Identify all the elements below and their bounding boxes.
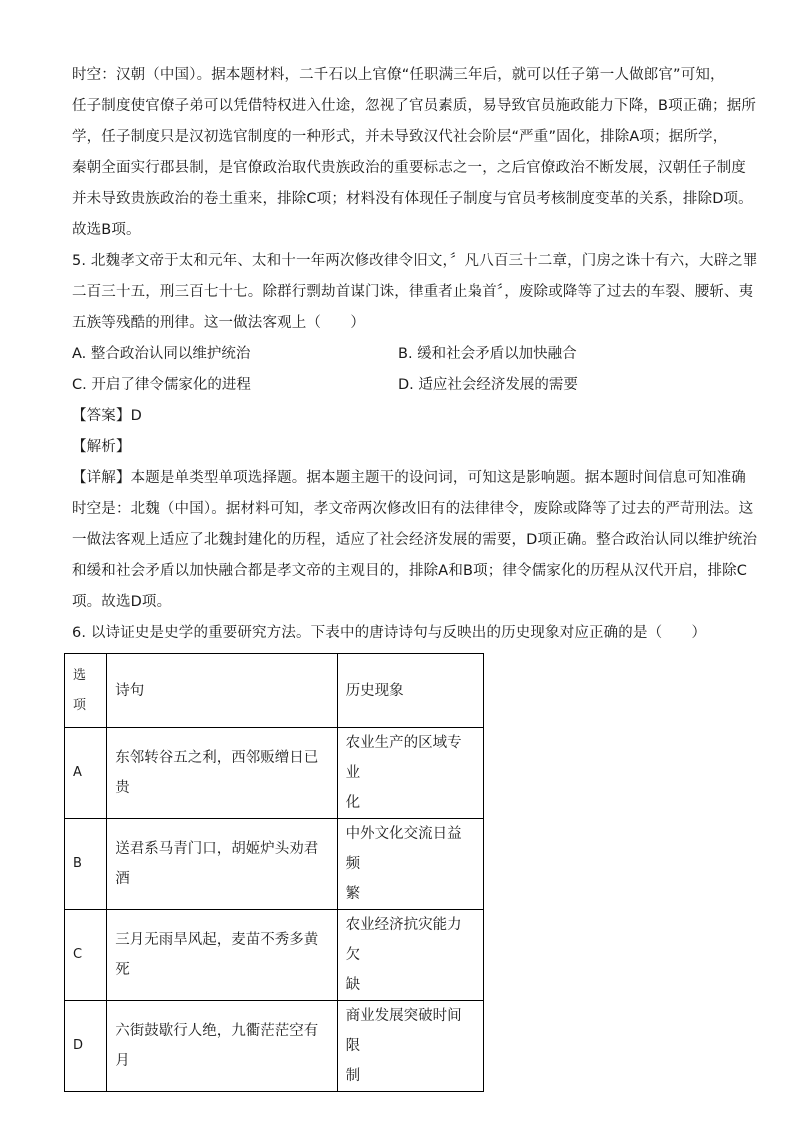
detail-line: 项。故选D项。 — [72, 594, 172, 610]
explanation-line: 学，任子制度只是汉初选官制度的一种形式，并未导致汉代社会阶层“严重”固化，排除A项；据所学， — [72, 129, 728, 145]
row-poem: 送君系马青门口，胡姬炉头劝君酒 — [107, 819, 337, 910]
table-row — [65, 728, 484, 819]
question-5-stem: 五族等残酷的刑律。这一做法客观上（ ） — [72, 315, 365, 331]
option-a: A. 整合政治认同以维护统治 — [72, 346, 251, 362]
row-phenomenon: 农业经济抗灾能力欠 缺 — [337, 910, 483, 1001]
table-row — [65, 819, 484, 910]
document-page — [72, 60, 758, 649]
option-c: C. 开启了律令儒家化的进程 — [72, 377, 251, 393]
detail-line: 时空是：北魏（中国）。据材料可知，孝文帝两次修改旧有的法律律令，废除或降等了过去的严苛刑法。这 — [72, 501, 754, 517]
row-poem: 三月无雨旱风起，麦苗不秀多黄死 — [107, 910, 337, 1001]
header-poem: 诗句 — [107, 654, 337, 728]
question-6-stem: 6. 以诗证史是史学的重要研究方法。下表中的唐诗诗句与反映出的历史现象对应正确的是（ ） — [72, 625, 707, 641]
explanation-line: 任子制度使官僚子弟可以凭借特权进入仕途，忽视了官员素质，易导致官员施政能力下降，B项正确；据所 — [72, 98, 756, 114]
row-phenomenon: 商业发展突破时间限 制 — [337, 1001, 483, 1092]
row-poem: 六街鼓歇行人绝，九衢茫茫空有月 — [107, 1001, 337, 1092]
analysis-label: 【解析】 — [72, 439, 131, 455]
row-phenomenon: 农业生产的区域专业 化 — [337, 728, 483, 819]
detail-line: 【详解】本题是单类型单项选择题。据本题主题干的设问词，可知这是影响题。据本题时间信息可知准确 — [72, 470, 746, 486]
options-row-cd — [72, 370, 732, 401]
question-5-stem: 二百三十五，刑三百七十七。除群行剽劫首谋门诛，律重者止枭首〞，废除或降等了过去的车裂、腰斩、夷 — [72, 284, 754, 300]
row-option: D — [65, 1001, 107, 1092]
options-row-ab — [72, 339, 732, 370]
detail-line: 和缓和社会矛盾以加快融合都是孝文帝的主观目的，排除A和B项；律令儒家化的历程从汉代开启，排除C — [72, 563, 748, 579]
row-option: B — [65, 819, 107, 910]
table-header-row — [65, 654, 484, 728]
explanation-line: 时空：汉朝（中国）。据本题材料，二千石以上官僚“任职满三年后，就可以任子第一人做郎官”可知， — [72, 67, 725, 83]
row-option: A — [65, 728, 107, 819]
option-b: B. 缓和社会矛盾以加快融合 — [398, 346, 577, 362]
row-phenomenon: 中外文化交流日益频 繁 — [337, 819, 483, 910]
question-5-stem: 5. 北魏孝文帝于太和元年、太和十一年两次修改律令旧文，〞凡八百三十二章，门房之诛十有六，大辟之罪 — [72, 253, 758, 269]
option-d: D. 适应社会经济发展的需要 — [398, 377, 578, 393]
explanation-line: 秦朝全面实行郡县制，是官僚政治取代贵族政治的重要标志之一，之后官僚政治不断发展，汉朝任子制度 — [72, 160, 746, 176]
explanation-line: 并未导致贵族政治的卷土重来，排除C项；材料没有体现任子制度与官员考核制度变革的关系，排除D项。 — [72, 191, 753, 207]
row-poem: 东邻转谷五之利，西邻贩缯日已贵 — [107, 728, 337, 819]
detail-line: 一做法客观上适应了北魏封建化的历程，适应了社会经济发展的需要，D项正确。整合政治认同以维护统治 — [72, 532, 758, 548]
poem-history-table — [64, 653, 484, 1092]
answer-label: 【答案】D — [72, 408, 142, 424]
table-row — [65, 910, 484, 1001]
header-option: 选 项 — [65, 654, 107, 728]
explanation-line: 故选B项。 — [72, 222, 141, 238]
table-row — [65, 1001, 484, 1092]
header-phenomenon: 历史现象 — [337, 654, 483, 728]
row-option: C — [65, 910, 107, 1001]
